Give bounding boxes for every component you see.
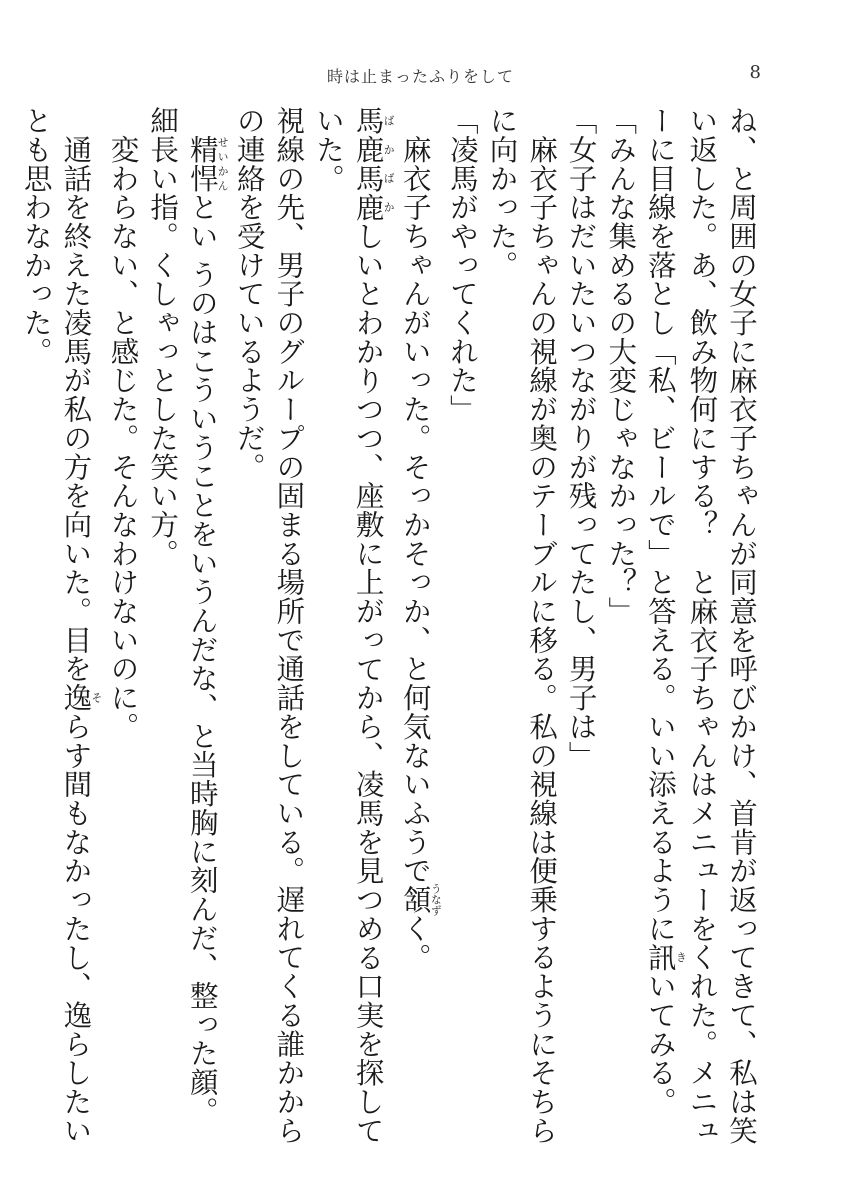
paragraph-9: 精悍せいかんとい うのはこういうことをいうんだな、と当時胸に刻んだ、整った顔。細長い指。くしゃっとした笑い方。 xyxy=(146,106,230,1126)
paragraph-10: 変わらない、と感じた。そんなわけないのに。 xyxy=(106,134,140,741)
ruby-kiku: 訊き xyxy=(643,942,688,972)
ruby-unazuku: 頷うなず xyxy=(398,883,443,916)
ruby-sorasu: 逸そ xyxy=(59,683,104,712)
ruby-baka-3: 馬ば xyxy=(351,163,396,193)
paragraph-2: 「みんな集めるの大変じゃなかった？」 xyxy=(604,106,638,626)
running-header-title: 時は止まったふりをして xyxy=(326,67,514,86)
paragraph-5: 「凌馬がやってくれた」 xyxy=(445,106,479,424)
paragraph-3: 「女子はだいたいつながりが残ってたし、男子は」 xyxy=(564,106,598,770)
page-number: 8 xyxy=(749,62,761,83)
ruby-baka-1: 馬ば xyxy=(351,106,396,135)
paragraph-4: 麻衣子ちゃんの視線が奥のテーブルに移る。私の視線は便乗するようにそちらに向かった。 xyxy=(485,106,559,1145)
ruby-baka-2: 鹿か xyxy=(351,134,396,164)
ruby-seikan: 精悍せいかん xyxy=(185,134,230,193)
paragraph-1-text: ね、と周囲の女子に麻衣子ちゃんが同意を呼びかけ、首肯が返ってきて、私は笑い返した。あ、飲み物何にする？ と麻衣子ちゃんはメニューをくれた。メニューに目線を落とし「私、ビールで」と答える。いい添えるように xyxy=(643,106,758,1145)
paragraph-6: 麻衣子ちゃんがいった。そっかそっか、と何気ないふうで頷うなずく。 xyxy=(398,134,443,972)
paragraph-1 xyxy=(640,106,761,1146)
paragraph-1-tail: いてみる。 xyxy=(643,971,677,1116)
paragraph-7: 馬ば鹿か馬ば鹿かしいとわかりつつ、座敷に上がってから、凌馬を見つめる口実を探していた。 xyxy=(312,106,396,1145)
paragraph-11: 通話を終えた凌馬が私の方を向いた。目を逸そらす間もなかったし、逸らしたいとも思わなかった。 xyxy=(19,106,104,1145)
ruby-baka-4: 鹿か xyxy=(351,192,396,222)
paragraph-8: 視線の先、男子のグループの固まる場所で通話をしている。遅れてくる誰かからの連絡を受けているようだ。 xyxy=(232,106,306,1145)
vertical-body-text xyxy=(19,106,761,1146)
